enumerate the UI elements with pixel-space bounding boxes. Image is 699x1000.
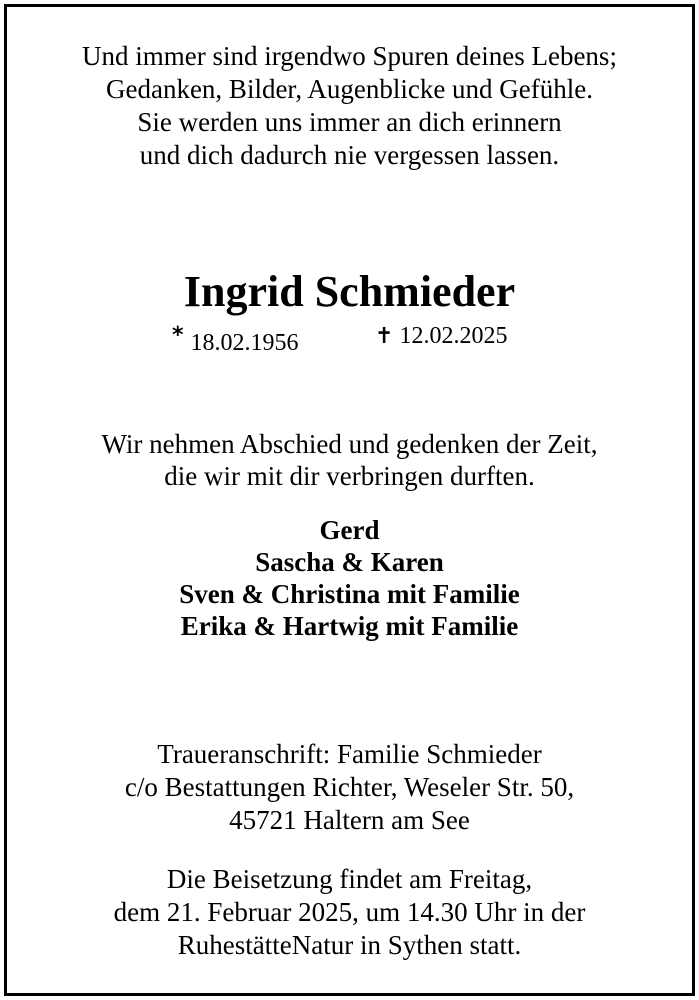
birth-date-group — [172, 321, 299, 358]
mourners-list — [0, 514, 699, 642]
cross-icon: ✝ — [375, 324, 394, 349]
birth-date: 18.02.1956 — [190, 330, 299, 356]
mourner-name: Gerd — [319, 515, 380, 545]
deceased-name: Ingrid Schmieder — [183, 267, 516, 316]
funeral-line: dem 21. Februar 2025, um 14.30 Uhr in der — [113, 897, 586, 927]
farewell-line: die wir mit dir verbringen durften. — [164, 461, 535, 491]
mourning-address — [0, 738, 699, 837]
farewell-line: Wir nehmen Abschied und gedenken der Zeit, — [101, 429, 598, 459]
funeral-notice — [0, 863, 699, 962]
poem-line: Gedanken, Bilder, Augenblicke und Gefühle. — [105, 74, 594, 104]
birth-star-icon: * — [172, 323, 184, 348]
death-date: 12.02.2025 — [399, 323, 508, 349]
address-line: c/o Bestattungen Richter, Weseler Str. 50, — [124, 772, 575, 802]
address-line: 45721 Haltern am See — [229, 805, 470, 835]
mourner-name: Sven & Christina mit Familie — [179, 579, 520, 609]
mourner-name: Sascha & Karen — [255, 547, 444, 577]
funeral-line: RuhestätteNatur in Sythen statt. — [177, 930, 522, 960]
farewell-text — [0, 428, 699, 492]
address-line: Traueranschrift: Familie Schmieder — [157, 739, 542, 769]
poem-line: und dich dadurch nie vergessen lassen. — [139, 140, 560, 170]
mourner-name: Erika & Hartwig mit Familie — [180, 611, 519, 641]
funeral-line: Die Beisetzung findet am Freitag, — [166, 864, 533, 894]
poem-line: Sie werden uns immer an dich erinnern — [137, 107, 562, 137]
poem-line: Und immer sind irgendwo Spuren deines Lebens; — [82, 41, 617, 71]
memorial-poem — [0, 40, 699, 172]
death-date-group — [375, 321, 507, 352]
